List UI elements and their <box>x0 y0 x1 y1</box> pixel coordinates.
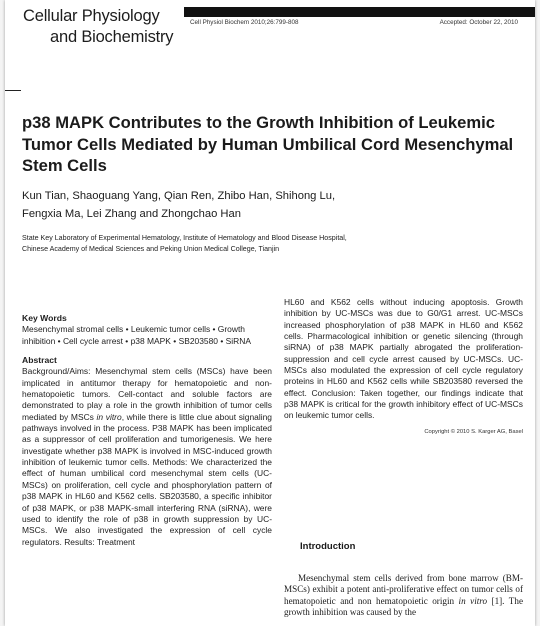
intro-italic-in-vitro: in vitro <box>458 595 488 606</box>
intro-part1: Mesenchymal stem cells derived from bone marrow (BM-MSCs) exhibit a potent anti-proliferative effect on tumor cells of hematopoietic and non hematopoietic origin <box>284 573 523 606</box>
abstract-continued: HL60 and K562 cells without inducing apoptosis. Growth inhibition by UC-MSCs was due to G0/G1 arrest. UC-MSCs increased phosphorylation of p38 MAPK in HL60 and K562 cells. Pharmacological inhibition or genetic silencing (through siRNA) of p38 MAPK partially abrogated the proliferation-suppression and cell cycle arrest caused by UC-MSCs. UC-MSCs also modulated the expression of cell cycle regulatory proteins in HL60 and K562 cells while SB203580 reversed the effect. Conclusion: Taken together, our findings indicate that p38 MAPK is critical for the growth inhibitory effect of UC-MSCs on leukemic tumor cells. <box>284 297 523 421</box>
intro-part2: [1]. The growth inhibition was caused by the <box>284 595 523 618</box>
journal-name <box>23 6 173 48</box>
abstract-part2: , while there is little clue about signaling pathways involved in the process. P38 MAPK has been implicated as a suppressor of cell proliferation and tumorigenesis. We here investigate whether p38 MAPK is involved in MSC-induced growth inhibition of leukemic tumor cells. Methods: We characterized the effect of human umbilical cord mesenchymal stem cells (UC-MSCs) on proliferation, cell cycle and phosphorylation pattern of p38 MAPK in HL60 and K562 cells. SB203580, a specific inhibitor of p38 MAPK, or p38 MAPK-small interfering RNA (siRNA), were used to identify the role of p38 in growth suppression by UC-MSCs. We also investigated the expression of cell cycle regulators. Results: Treatment <box>22 411 272 547</box>
author-list <box>22 187 522 223</box>
left-margin-rule <box>5 90 21 91</box>
paper-page <box>5 0 535 626</box>
abstract-text <box>22 366 272 548</box>
keywords-text: Mesenchymal stromal cells • Leukemic tumor cells • Growth inhibition • Cell cycle arrest • p38 MAPK • SB203580 • SiRNA <box>22 324 251 346</box>
right-column <box>284 297 523 438</box>
journal-name-line1: Cellular Physiology <box>23 7 160 25</box>
affiliation-line1: State Key Laboratory of Experimental Hematology, Institute of Hematology and Blood Disease Hospital, <box>22 234 347 242</box>
authors-line1: Kun Tian, Shaoguang Yang, Qian Ren, Zhibo Han, Shihong Lu, <box>22 190 336 202</box>
left-column <box>22 313 272 548</box>
journal-name-line2: and Biochemistry <box>50 28 174 46</box>
article-title: p38 MAPK Contributes to the Growth Inhibition of Leukemic Tumor Cells Mediated by Human Umbilical Cord Mesenchymal Stem Cells <box>22 113 514 175</box>
abstract-part1: Background/Aims: Mesenchymal stem cells (MSCs) have been implicated in antitumor therapy for hematopoietic and non-hematopoietic tumors. Cell-contact and soluble factors are demonstrated to play a role in the growth inhibition of tumor cells mediated by MSCs <box>22 366 272 422</box>
abstract-heading: Abstract <box>22 355 57 366</box>
copyright-notice: Copyright © 2010 S. Karger AG, Basel <box>424 428 523 435</box>
affiliation <box>22 233 522 254</box>
accepted-date: Accepted: October 22, 2010 <box>439 19 518 26</box>
affiliation-line2: Chinese Academy of Medical Sciences and Peking Union Medical College, Tianjin <box>22 244 280 253</box>
keywords-heading: Key Words <box>22 313 67 323</box>
journal-citation: Cell Physiol Biochem 2010;26:799-808 <box>190 19 299 26</box>
authors-line2: Fengxia Ma, Lei Zhang and Zhongchao Han <box>22 208 241 220</box>
introduction-text <box>284 573 523 619</box>
header-bar <box>184 7 535 17</box>
introduction-heading: Introduction <box>300 541 356 552</box>
abstract-italic-in-vitro: in vitro <box>96 411 122 422</box>
